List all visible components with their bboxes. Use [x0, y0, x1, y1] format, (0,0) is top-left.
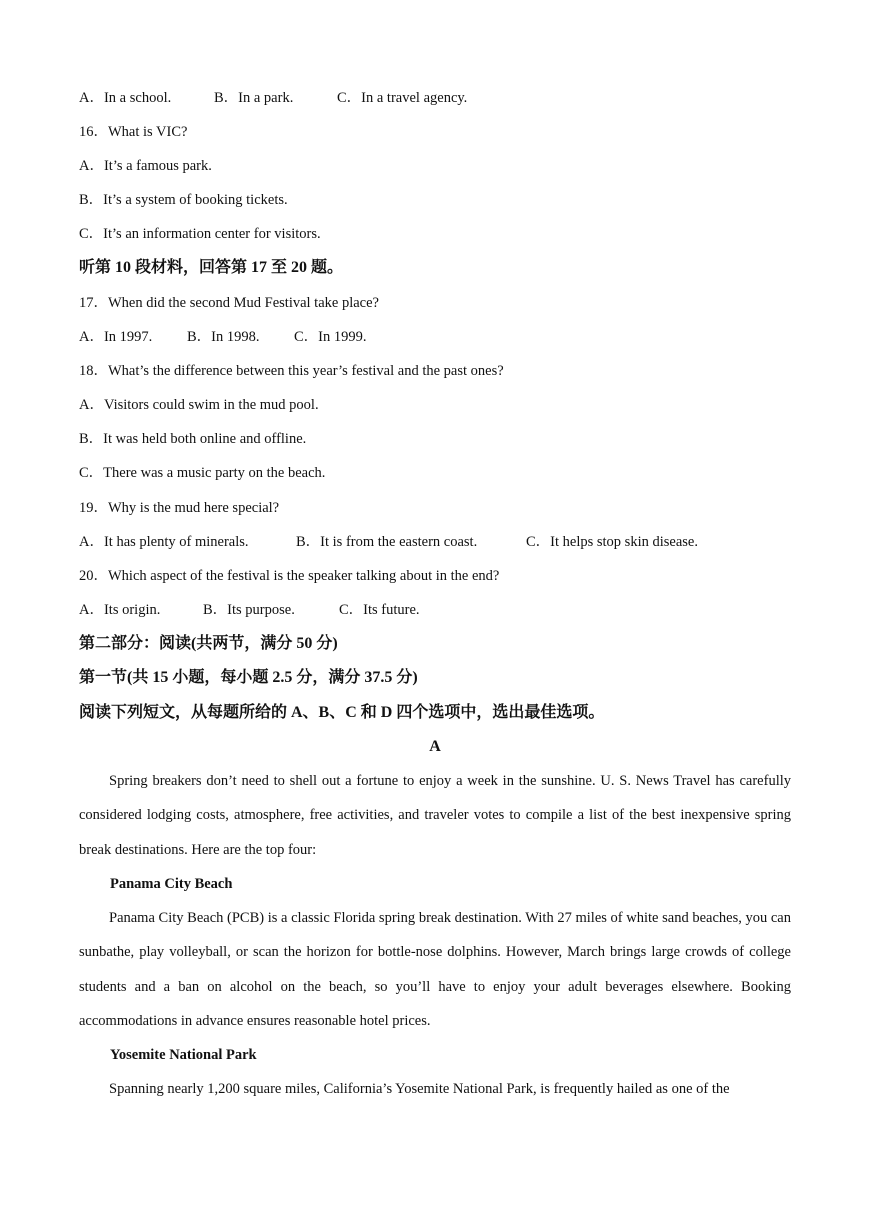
yosemite-paragraph: Spanning nearly 1,200 square miles, California’s Yosemite National Park, is frequently hailed as one of the: [109, 1081, 730, 1097]
q20-question: 20．Which aspect of the festival is the speaker talking about in the end?: [79, 568, 500, 584]
q19-question: 19．Why is the mud here special?: [79, 500, 280, 516]
q16-option-b: B．It’s a system of booking tickets.: [79, 192, 288, 208]
subheading-yosemite: Yosemite National Park: [110, 1047, 257, 1063]
panama-paragraph: Panama City Beach (PCB) is a classic Florida spring break destination. With 27 miles of white sand beaches, you can sunbathe, play volleyball, or scan the horizon for bottle-nose dolphins. However, March brings large crowds of college students and a ban on alcohol on the beach, so you’ll have to enjoy your adult beverages elsewhere. Booking accommodations in advance ensures reasonable hotel prices.: [79, 910, 791, 1029]
q18-option-c: C．There was a music party on the beach.: [79, 465, 326, 481]
q15-options: [79, 89, 467, 107]
q18-question: 18．What’s the difference between this year’s festival and the past ones?: [79, 363, 504, 379]
q19-option-a: A．It has plenty of minerals.: [79, 534, 249, 550]
q15-option-c: C．In a travel agency.: [337, 90, 468, 106]
subheading-panama: Panama City Beach: [110, 876, 233, 892]
q15-option-b: B．In a park.: [214, 90, 294, 106]
q17-option-c: C．In 1999.: [294, 329, 367, 345]
q20-option-c: C．Its future.: [339, 602, 420, 618]
passage-label: A: [429, 738, 441, 755]
q17-options: [79, 328, 367, 346]
q20-option-b: B．Its purpose.: [203, 602, 295, 618]
part2-heading: 第二部分：阅读(共两节，满分 50 分): [79, 635, 338, 652]
q20-options: [79, 601, 420, 619]
q19-option-b: B．It is from the eastern coast.: [296, 534, 478, 550]
q18-option-b: B．It was held both online and offline.: [79, 431, 307, 447]
q17-option-b: B．In 1998.: [187, 329, 260, 345]
section-heading-listen10: 听第 10 段材料，回答第 17 至 20 题。: [79, 259, 344, 276]
q16-option-c: C．It’s an information center for visitors.: [79, 226, 321, 242]
q17-question: 17．When did the second Mud Festival take place?: [79, 295, 379, 311]
q19-options: [79, 533, 698, 551]
q20-option-a: A．Its origin.: [79, 602, 161, 618]
intro-paragraph: Spring breakers don’t need to shell out a fortune to enjoy a week in the sunshine. U. S. News Travel has carefully considered lodging costs, atmosphere, free activities, and traveler votes to compile a list of the best inexpensive spring break destinations. Here are the top four:: [79, 773, 791, 858]
q16-question: 16．What is VIC?: [79, 124, 188, 140]
q18-option-a: A．Visitors could swim in the mud pool.: [79, 397, 319, 413]
q19-option-c: C．It helps stop skin disease.: [526, 534, 698, 550]
q16-option-a: A．It’s a famous park.: [79, 158, 212, 174]
reading-instructions: 阅读下列短文，从每题所给的 A、B、C 和 D 四个选项中，选出最佳选项。: [79, 704, 605, 721]
q15-option-a: A．In a school.: [79, 90, 172, 106]
section1-heading: 第一节(共 15 小题，每小题 2.5 分，满分 37.5 分): [79, 669, 418, 686]
q17-option-a: A．In 1997.: [79, 329, 153, 345]
